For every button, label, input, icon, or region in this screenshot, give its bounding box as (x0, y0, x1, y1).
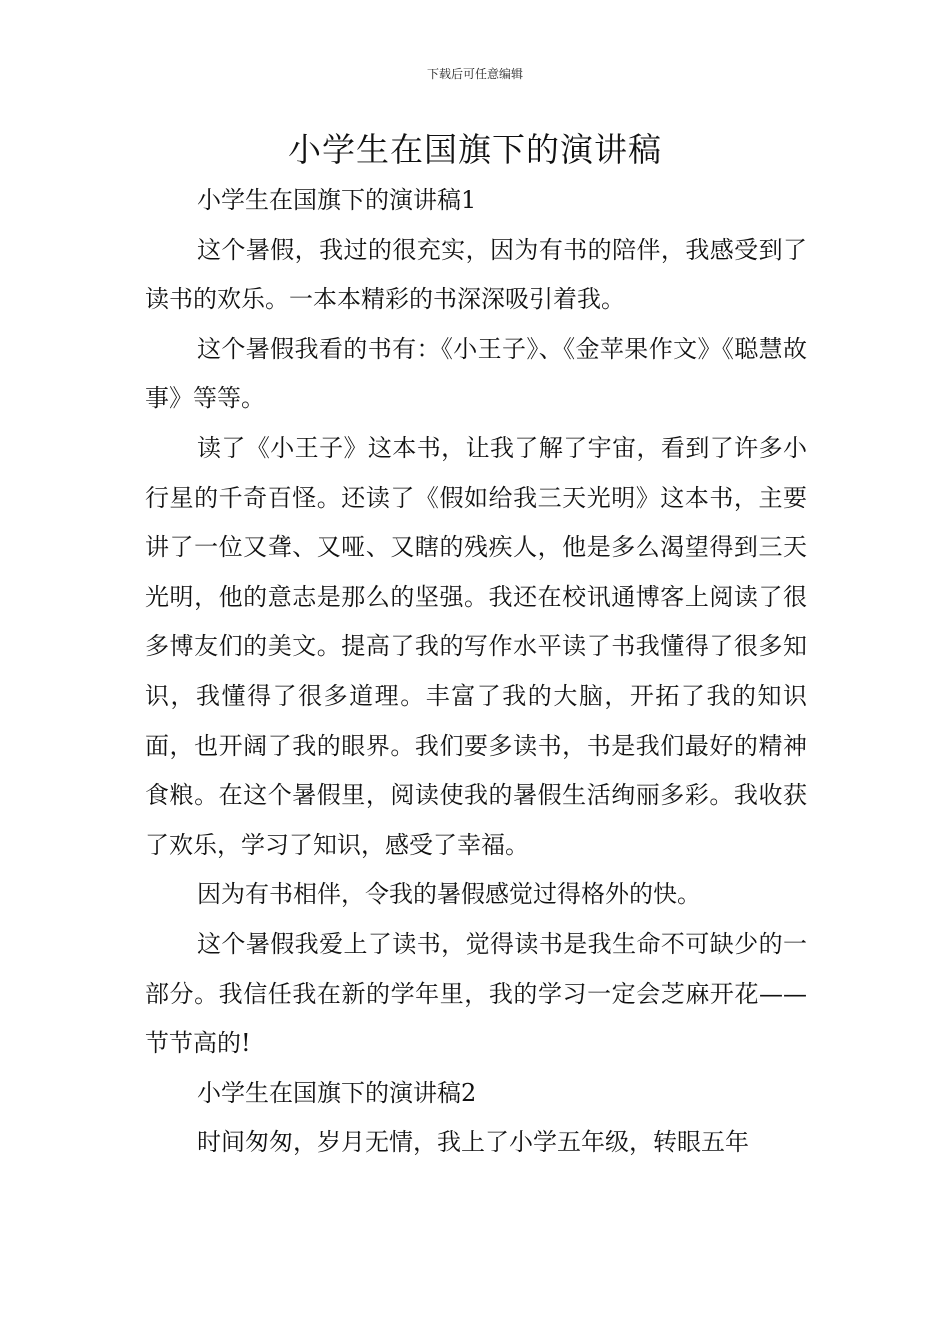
section-heading-2: 小学生在国旗下的演讲稿2 (197, 1078, 477, 1107)
document-title: 小学生在国旗下的演讲稿 (288, 130, 662, 169)
paragraph: 时间匆匆，岁月无情，我上了小学五年级，转眼五年 (197, 1128, 749, 1157)
paragraph: 这个暑假，我过的很充实，因为有书的陪伴，我感受到了读书的欢乐。一本本精彩的书深深吸引着我。 (145, 235, 807, 314)
section-heading-1: 小学生在国旗下的演讲稿1 (197, 186, 477, 214)
paragraph: 这个暑假我爱上了读书，觉得读书是我生命不可缺少的一部分。我信任我在新的学年里，我的学习一定会芝麻开花——节节高的! (145, 929, 807, 1058)
paragraph: 因为有书相伴，令我的暑假感觉过得格外的快。 (197, 880, 701, 909)
header-note: 下载后可任意编辑 (426, 67, 523, 81)
paragraph: 这个暑假我看的书有：《小王子》、《金苹果作文》《聪慧故事》等等。 (145, 334, 807, 413)
document-body (145, 176, 807, 1168)
paragraph: 读了《小王子》这本书，让我了解了宇宙，看到了许多小行星的千奇百怪。还读了《假如给我三天光明》这本书，主要讲了一位又聋、又哑、又瞎的残疾人，他是多么渴望得到三天光明，他的意志是那么的坚强。我还在校讯通博客上阅读了很多博友们的美文。提高了我的写作水平读了书我懂得了很多知识，我懂得了很多道理。丰富了我的大脑，开拓了我的知识面，也开阔了我的眼界。我们要多读书，书是我们最好的精神食粮。在这个暑假里，阅读使我的暑假生活绚丽多彩。我收获了欢乐，学习了知识，感受了幸福。 (145, 433, 807, 859)
